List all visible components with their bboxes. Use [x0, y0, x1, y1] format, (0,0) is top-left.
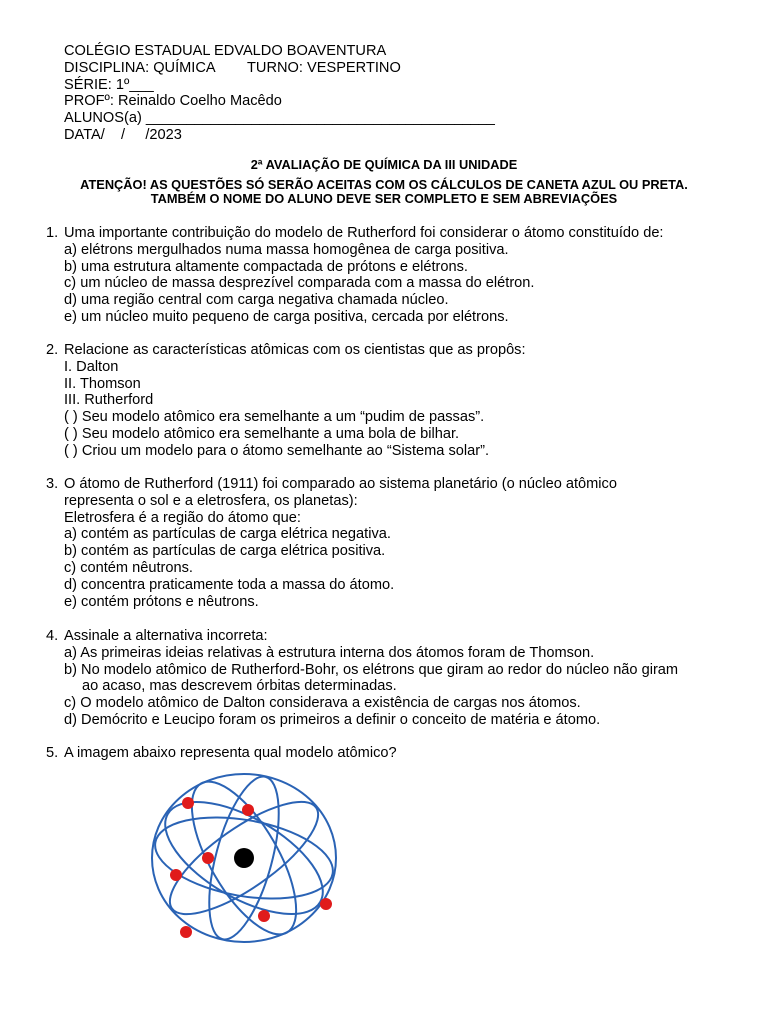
- question-2: [46, 342, 736, 460]
- option: II. Thomson: [64, 375, 141, 392]
- exam-notice: ATENÇÃO! AS QUESTÕES SÓ SERÃO ACEITAS COM OS CÁLCULOS DE CANETA AZUL OU PRETA. TAMBÉM O NOME DO ALUNO DEVE SER COMPLETO E SEM ABREVIAÇÕES: [80, 176, 688, 206]
- option: a) contém as partículas de carga elétrica negativa.: [64, 526, 391, 543]
- exam-titles: [0, 158, 768, 207]
- exam-title: 2ª AVALIAÇÃO DE QUÍMICA DA III UNIDADE: [250, 157, 518, 172]
- electron-dot: [202, 852, 214, 864]
- option: a) elétrons mergulhados numa massa homogênea de carga positiva.: [64, 241, 509, 258]
- option: ( ) Criou um modelo para o átomo semelhante ao “Sistema solar”.: [64, 442, 490, 459]
- option: d) concentra praticamente toda a massa do átomo.: [64, 576, 395, 593]
- electron-dot: [182, 797, 194, 809]
- question-1: [46, 225, 736, 326]
- option-continuation: ao acaso, mas descrevem órbitas determinadas.: [82, 678, 397, 695]
- atom-model-illustration: [145, 770, 345, 950]
- question-number: 3.: [46, 476, 59, 492]
- school-name: COLÉGIO ESTADUAL EDVALDO BOAVENTURA: [64, 43, 387, 59]
- option: b) uma estrutura altamente compactada de prótons e elétrons.: [64, 258, 468, 275]
- option: I. Dalton: [64, 358, 119, 375]
- date-line: DATA/ / /2023: [64, 126, 182, 143]
- grade-line: SÉRIE: 1º___: [64, 76, 154, 93]
- option: c) contém nêutrons.: [64, 559, 193, 576]
- option: b) No modelo atômico de Rutherford-Bohr, os elétrons que giram ao redor do núcleo não giram: [64, 661, 679, 678]
- option: c) um núcleo de massa desprezível comparada com a massa do elétron.: [64, 275, 535, 292]
- option: e) um núcleo muito pequeno de carga positiva, cercada por elétrons.: [64, 308, 509, 325]
- option: a) As primeiras ideias relativas à estrutura interna dos átomos foram de Thomson.: [64, 644, 595, 661]
- exam-header: [64, 43, 495, 144]
- question-number: 4.: [46, 628, 59, 644]
- option: d) Demócrito e Leucipo foram os primeiros a definir o conceito de matéria e átomo.: [64, 711, 601, 728]
- option: e) contém prótons e nêutrons.: [64, 593, 259, 610]
- option: d) uma região central com carga negativa chamada núcleo.: [64, 292, 449, 309]
- electron-dot: [180, 926, 192, 938]
- question-stem: O átomo de Rutherford (1911) foi comparado ao sistema planetário (o núcleo atômico representa o sol e a eletrosfera, os planetas):: [64, 476, 617, 509]
- teacher-line: PROFº: Reinaldo Coelho Macêdo: [64, 93, 282, 110]
- option: c) O modelo atômico de Dalton considerava a existência de cargas nos átomos.: [64, 695, 581, 712]
- discipline-line: DISCIPLINA: QUÍMICA TURNO: VESPERTINO: [64, 59, 401, 76]
- option: b) contém as partículas de carga elétrica positiva.: [64, 543, 386, 560]
- question-stem: Relacione as características atômicas com os cientistas que as propôs:: [64, 342, 526, 358]
- option: III. Rutherford: [64, 392, 154, 409]
- question-4: [46, 628, 736, 729]
- electron-dot: [242, 804, 254, 816]
- students-line: ALUNOS(a) ___________________________________________: [64, 110, 495, 127]
- question-number: 5.: [46, 745, 59, 761]
- question-number: 1.: [46, 225, 59, 241]
- electron-dot: [170, 869, 182, 881]
- electron-dot: [320, 898, 332, 910]
- electron-dot: [258, 910, 270, 922]
- option: ( ) Seu modelo atômico era semelhante a uma bola de bilhar.: [64, 425, 460, 442]
- question-stem: Assinale a alternativa incorreta:: [64, 628, 268, 644]
- nucleus-dot: [234, 848, 254, 868]
- question-stem: Uma importante contribuição do modelo de Rutherford foi considerar o átomo constituído de:: [64, 225, 664, 241]
- question-3: [46, 476, 736, 610]
- question-sub-stem: Eletrosfera é a região do átomo que:: [64, 509, 301, 526]
- option: ( ) Seu modelo atômico era semelhante a um “pudim de passas”.: [64, 409, 485, 426]
- question-number: 2.: [46, 342, 59, 358]
- question-5: [46, 745, 736, 762]
- question-stem: A imagem abaixo representa qual modelo atômico?: [64, 745, 397, 761]
